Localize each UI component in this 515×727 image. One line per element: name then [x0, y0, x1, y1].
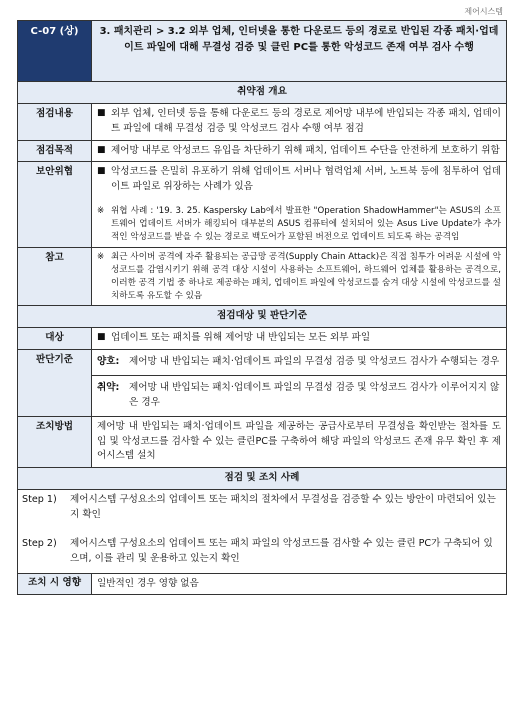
good-key: 양호:: [97, 356, 120, 368]
header-org-label: 제어시스템: [464, 7, 503, 16]
label-criteria: 판단기준: [18, 350, 92, 417]
label-target: 대상: [18, 328, 92, 350]
item-code: C-07 (상): [18, 21, 92, 82]
section-check-heading: 점검 및 조치 사례: [18, 468, 507, 490]
target-text: 업데이트 또는 패치를 위해 제어망 내 반입되는 모든 외부 파일: [111, 332, 371, 344]
content-text: 외부 업체, 인터넷 등을 통해 다운로드 등의 경로로 제어망 내부에 반입되는 각종 패치, 업데이트 파일에 대해 무결성 검증 및 악성코드 검사 수행 여부 점검: [111, 107, 501, 134]
label-action: 조치방법: [18, 416, 92, 468]
item-header-row: [18, 21, 507, 82]
label-reference: 참고: [18, 247, 92, 306]
row-impact: [18, 573, 507, 595]
row-steps: [18, 490, 507, 573]
row-threat: [18, 162, 507, 247]
bad-key: 취약:: [97, 381, 120, 393]
label-impact: 조치 시 영향: [18, 573, 92, 595]
action-text: 제어망 내 반입되는 패치·업데이트 파일을 제공하는 공급사로부터 무결성을 확인받는 절차를 도입 및 악성코드를 검사할 수 있는 클린PC를 구축하여 해당 파일의 악성코드 존재 유무 확인 후 제어시스템 설치: [92, 416, 507, 468]
check-item-table: [17, 20, 507, 595]
row-action: [18, 416, 507, 468]
purpose-text: 제어망 내부로 악성코드 유입을 차단하기 위해 패치, 업데이트 수단을 안전하게 보호하기 위함: [111, 144, 500, 156]
step-text: 제어시스템 구성요소의 업데이트 또는 패치의 절차에서 무결성을 검증할 수 있는 방안이 마련되어 있는지 확인: [70, 494, 496, 520]
section-target-heading: 점검대상 및 판단기준: [18, 306, 507, 328]
step-item: [22, 493, 502, 523]
bullet-icon: ■: [97, 332, 106, 343]
row-content: [18, 103, 507, 140]
row-criteria: [18, 350, 507, 417]
section-overview-heading: 취약점 개요: [18, 82, 507, 104]
step-text: 제어시스템 구성요소의 업데이트 또는 패치 파일의 악성코드를 검사할 수 있는 클린 PC가 구축되어 있으며, 이를 관리 및 운용하고 있는지 확인: [70, 537, 493, 564]
note-mark-icon: ※: [97, 251, 105, 262]
reference-text: 최근 사이버 공격에 자주 활용되는 공급망 공격(Supply Chain Attack)은 직접 침투가 어려운 시설에 악성코드를 감염시키기 위해 공격 대상 시설이 사용하는 소프트웨어, 하드웨어 업체를 활용하는 공격으로, 이러한 공격 기법 중 하나로 제공하는 패치, 업데이트 파일에 악성코드를 숨겨 대상 시설에 악성코드를 설치하도록 유도할 수 있음: [111, 251, 501, 301]
note-mark-icon: ※: [97, 206, 105, 217]
label-threat: 보안위협: [18, 162, 92, 247]
row-purpose: [18, 140, 507, 162]
label-content: 점검내용: [18, 103, 92, 140]
criteria-divider: [92, 375, 506, 376]
bullet-icon: ■: [97, 166, 106, 177]
threat-text: 악성코드를 은밀히 유포하기 위해 업데이트 서버나 협력업체 서버, 노트북 등에 침투하여 업데이트 파일로 위장하는 사례가 있음: [111, 166, 501, 193]
step-item: [22, 537, 502, 567]
label-purpose: 점검목적: [18, 140, 92, 162]
good-text: 제어망 내 반입되는 패치·업데이트 파일의 무결성 검증 및 악성코드 검사가 수행되는 경우: [129, 356, 500, 368]
bullet-icon: ■: [97, 144, 106, 155]
step-key: Step 1): [22, 494, 57, 506]
impact-text: 일반적인 경우 영향 없음: [92, 573, 507, 595]
bad-text: 제어망 내 반입되는 패치·업데이트 파일의 무결성 검증 및 악성코드 검사가 이루어지지 않은 경우: [129, 381, 500, 408]
step-key: Step 2): [22, 537, 57, 549]
bullet-icon: ■: [97, 107, 106, 118]
row-reference: [18, 247, 507, 306]
row-target: [18, 328, 507, 350]
item-title: 3. 패치관리 > 3.2 외부 업체, 인터넷을 통한 다운로드 등의 경로로 반입된 각종 패치·업데이트 파일에 대해 무결성 검증 및 클린 PC를 통한 악성코드 존재 여부 검사 수행: [92, 21, 507, 82]
threat-note-text: 위협 사례 : '19. 3. 25. Kaspersky Lab에서 발표한 "Operation ShadowHammer"는 ASUS의 소프트웨어 업데이트 서버가 해킹되어 대부분의 ASUS 컴퓨터에 설치되어 있는 Asus Live Update가 추가적인 악성코드를 받을 수 있는 경로로 백도어가 포함된 버전으로 업데이트 되도록 하는 공격임: [111, 206, 501, 242]
